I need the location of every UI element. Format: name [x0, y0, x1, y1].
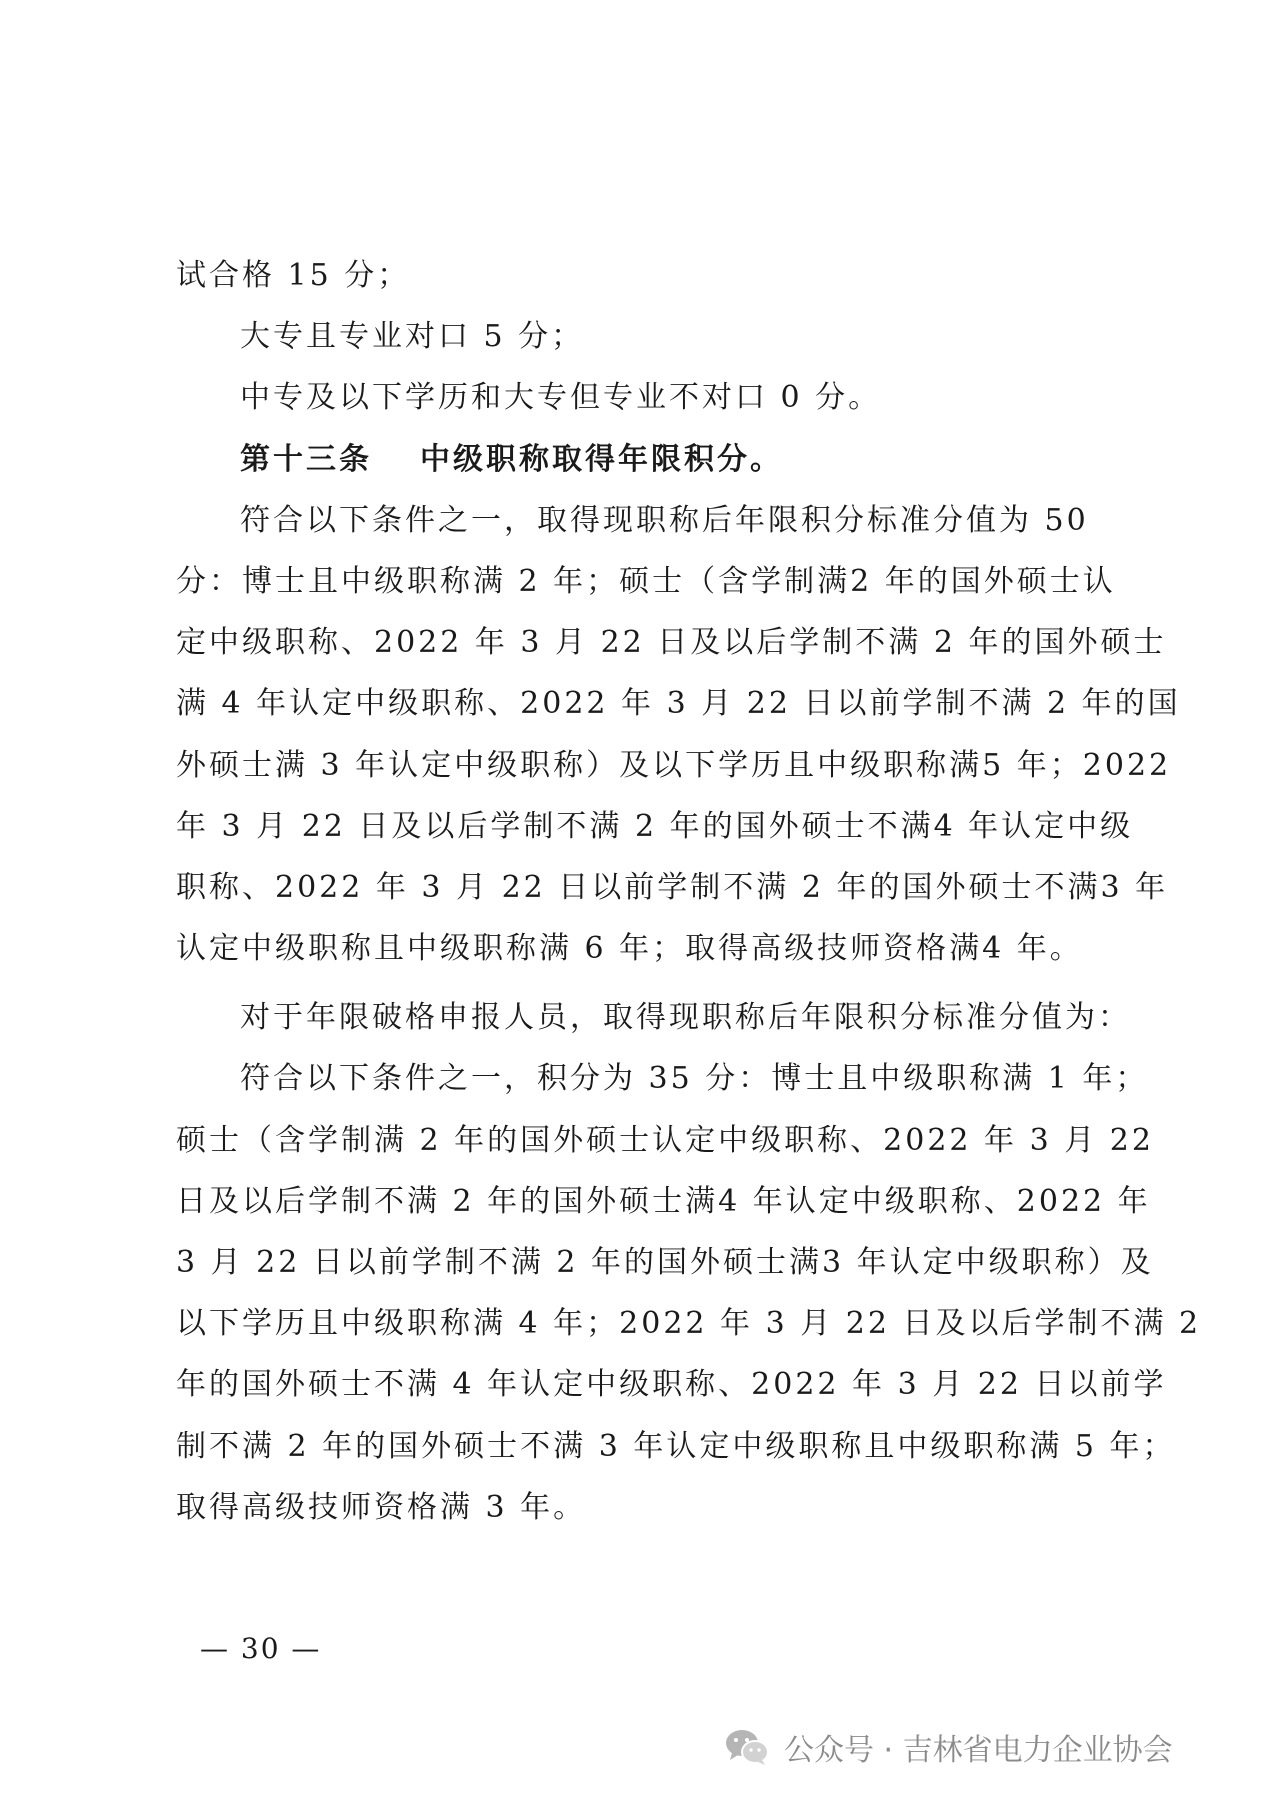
watermark-text: 公众号 · 吉林省电力企业协会	[784, 1733, 1173, 1768]
text-line: 年的国外硕士不满 4 年认定中级职称、2022 年 3 月 22 日以前学	[176, 1367, 1167, 1403]
text-line: 定中级职称、2022 年 3 月 22 日及以后学制不满 2 年的国外硕士	[176, 625, 1167, 661]
text-line: 符合以下条件之一，取得现职称后年限积分标准分值为 50	[240, 502, 1089, 538]
text-line: 认定中级职称且中级职称满 6 年；取得高级技师资格满4 年。	[176, 931, 1083, 967]
watermark	[724, 1722, 1173, 1772]
text-line: 制不满 2 年的国外硕士不满 3 年认定中级职称且中级职称满 5 年；	[176, 1428, 1176, 1464]
text-line: 大专且专业对口 5 分；	[240, 319, 585, 355]
text-line: 满 4 年认定中级职称、2022 年 3 月 22 日以前学制不满 2 年的国	[176, 686, 1181, 722]
text-line: 对于年限破格申报人员，取得现职称后年限积分标准分值为：	[240, 1000, 1131, 1036]
text-line: 取得高级技师资格满 3 年。	[176, 1489, 587, 1525]
text-line: 分：博士且中级职称满 2 年；硕士（含学制满2 年的国外硕士认	[176, 563, 1116, 599]
page-number: — 30 —	[200, 1632, 322, 1665]
text-line: 中专及以下学历和大专但专业不对口 0 分。	[240, 380, 882, 416]
text-line: 年 3 月 22 日及以后学制不满 2 年的国外硕士不满4 年认定中级	[176, 808, 1134, 844]
article-number: 第十三条	[240, 441, 372, 477]
text-line: 符合以下条件之一，积分为 35 分：博士且中级职称满 1 年；	[240, 1061, 1149, 1097]
body-text	[176, 245, 1202, 1538]
article-title: 中级职称取得年限积分。	[420, 441, 783, 477]
text-line: 硕士（含学制满 2 年的国外硕士认定中级职称、2022 年 3 月 22	[176, 1122, 1154, 1158]
wechat-icon	[724, 1727, 770, 1767]
article-heading	[176, 429, 1128, 490]
text-line: 试合格 15 分；	[176, 258, 411, 293]
text-line: 3 月 22 日以前学制不满 2 年的国外硕士满3 年认定中级职称）及	[176, 1245, 1154, 1280]
text-line: 日及以后学制不满 2 年的国外硕士满4 年认定中级职称、2022 年	[176, 1183, 1151, 1219]
text-line: 以下学历且中级职称满 4 年；2022 年 3 月 22 日及以后学制不满 2	[176, 1306, 1202, 1342]
text-line: 外硕士满 3 年认定中级职称）及以下学历且中级职称满5 年；2022	[176, 747, 1172, 783]
text-line: 职称、2022 年 3 月 22 日以前学制不满 2 年的国外硕士不满3 年	[176, 869, 1169, 905]
